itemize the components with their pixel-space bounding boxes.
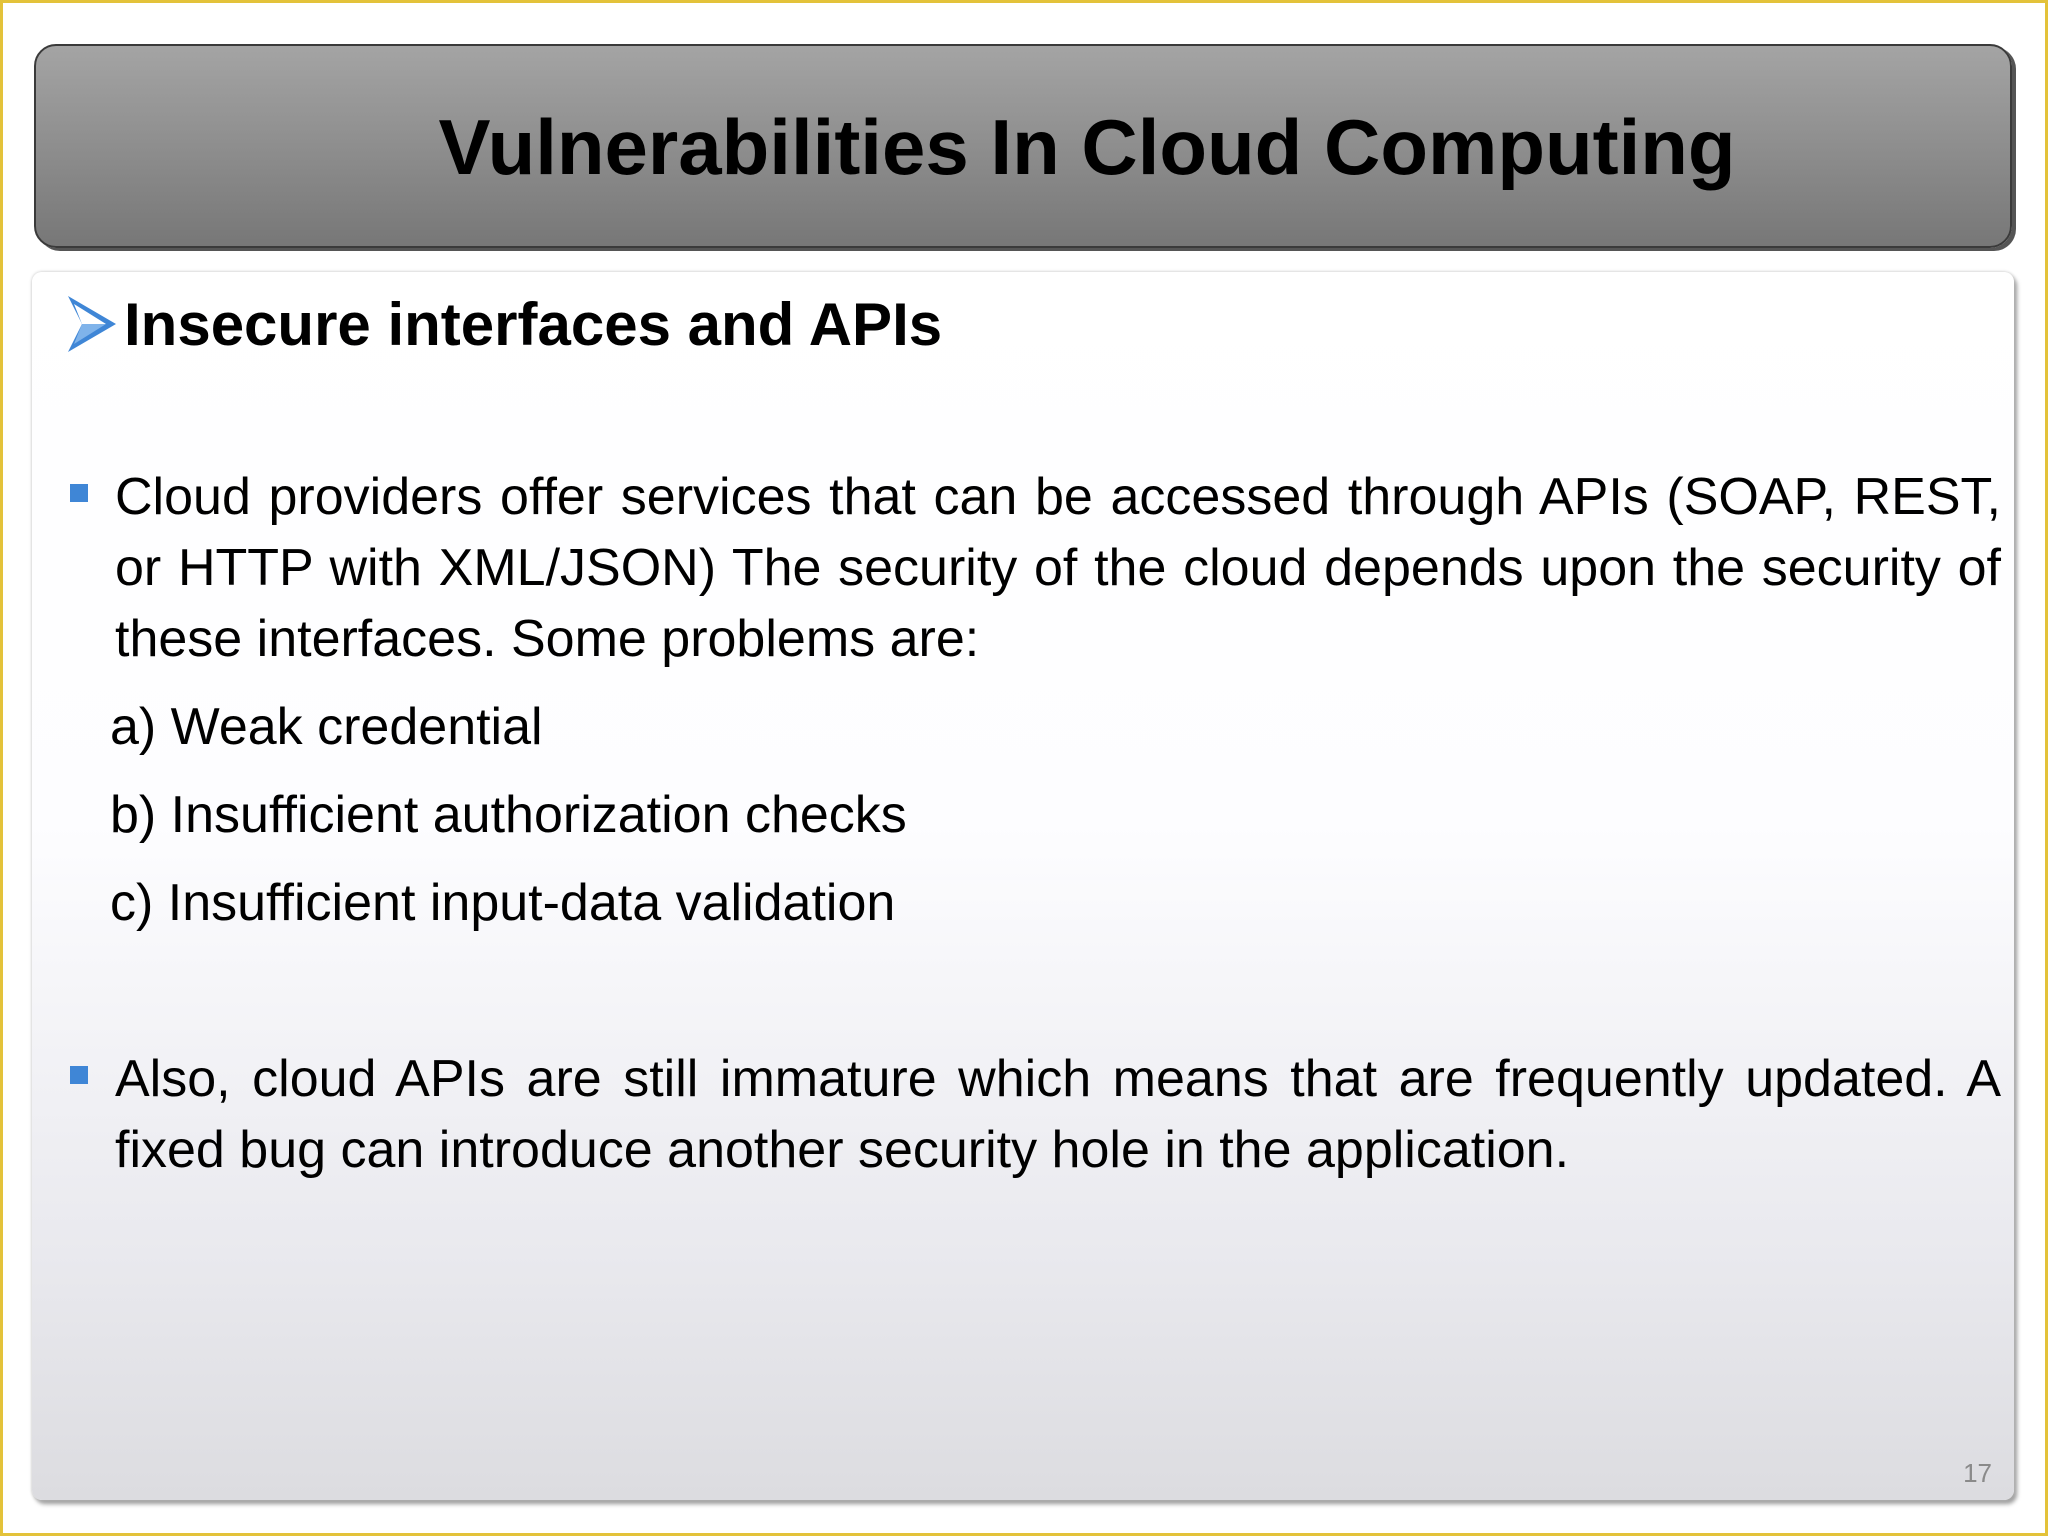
section-heading bbox=[66, 284, 942, 364]
title-bar bbox=[34, 44, 2012, 248]
square-bullet-icon bbox=[70, 484, 88, 502]
sub-item-a: a) Weak credential bbox=[110, 698, 543, 756]
sub-item-c: c) Insufficient input-data validation bbox=[110, 874, 896, 932]
square-bullet-icon bbox=[70, 1066, 88, 1084]
heading-text: Insecure interfaces and APIs bbox=[124, 290, 943, 358]
slide-title: Vulnerabilities In Cloud Computing bbox=[438, 103, 1736, 191]
page-number: 17 bbox=[1963, 1458, 1992, 1488]
arrow-icon bbox=[66, 294, 118, 354]
paragraph-1: Cloud providers offer services that can be accessed through APIs (SOAP, REST, or HTTP with XML/JSON) The security of the cloud depends upon the security of these interfaces. Some problems are: bbox=[115, 468, 2001, 668]
sub-item-b: b) Insufficient authorization checks bbox=[110, 786, 907, 844]
paragraph-2: Also, cloud APIs are still immature which means that are frequently updated. A fixed bug can introduce another security hole in the application. bbox=[115, 1050, 2001, 1179]
